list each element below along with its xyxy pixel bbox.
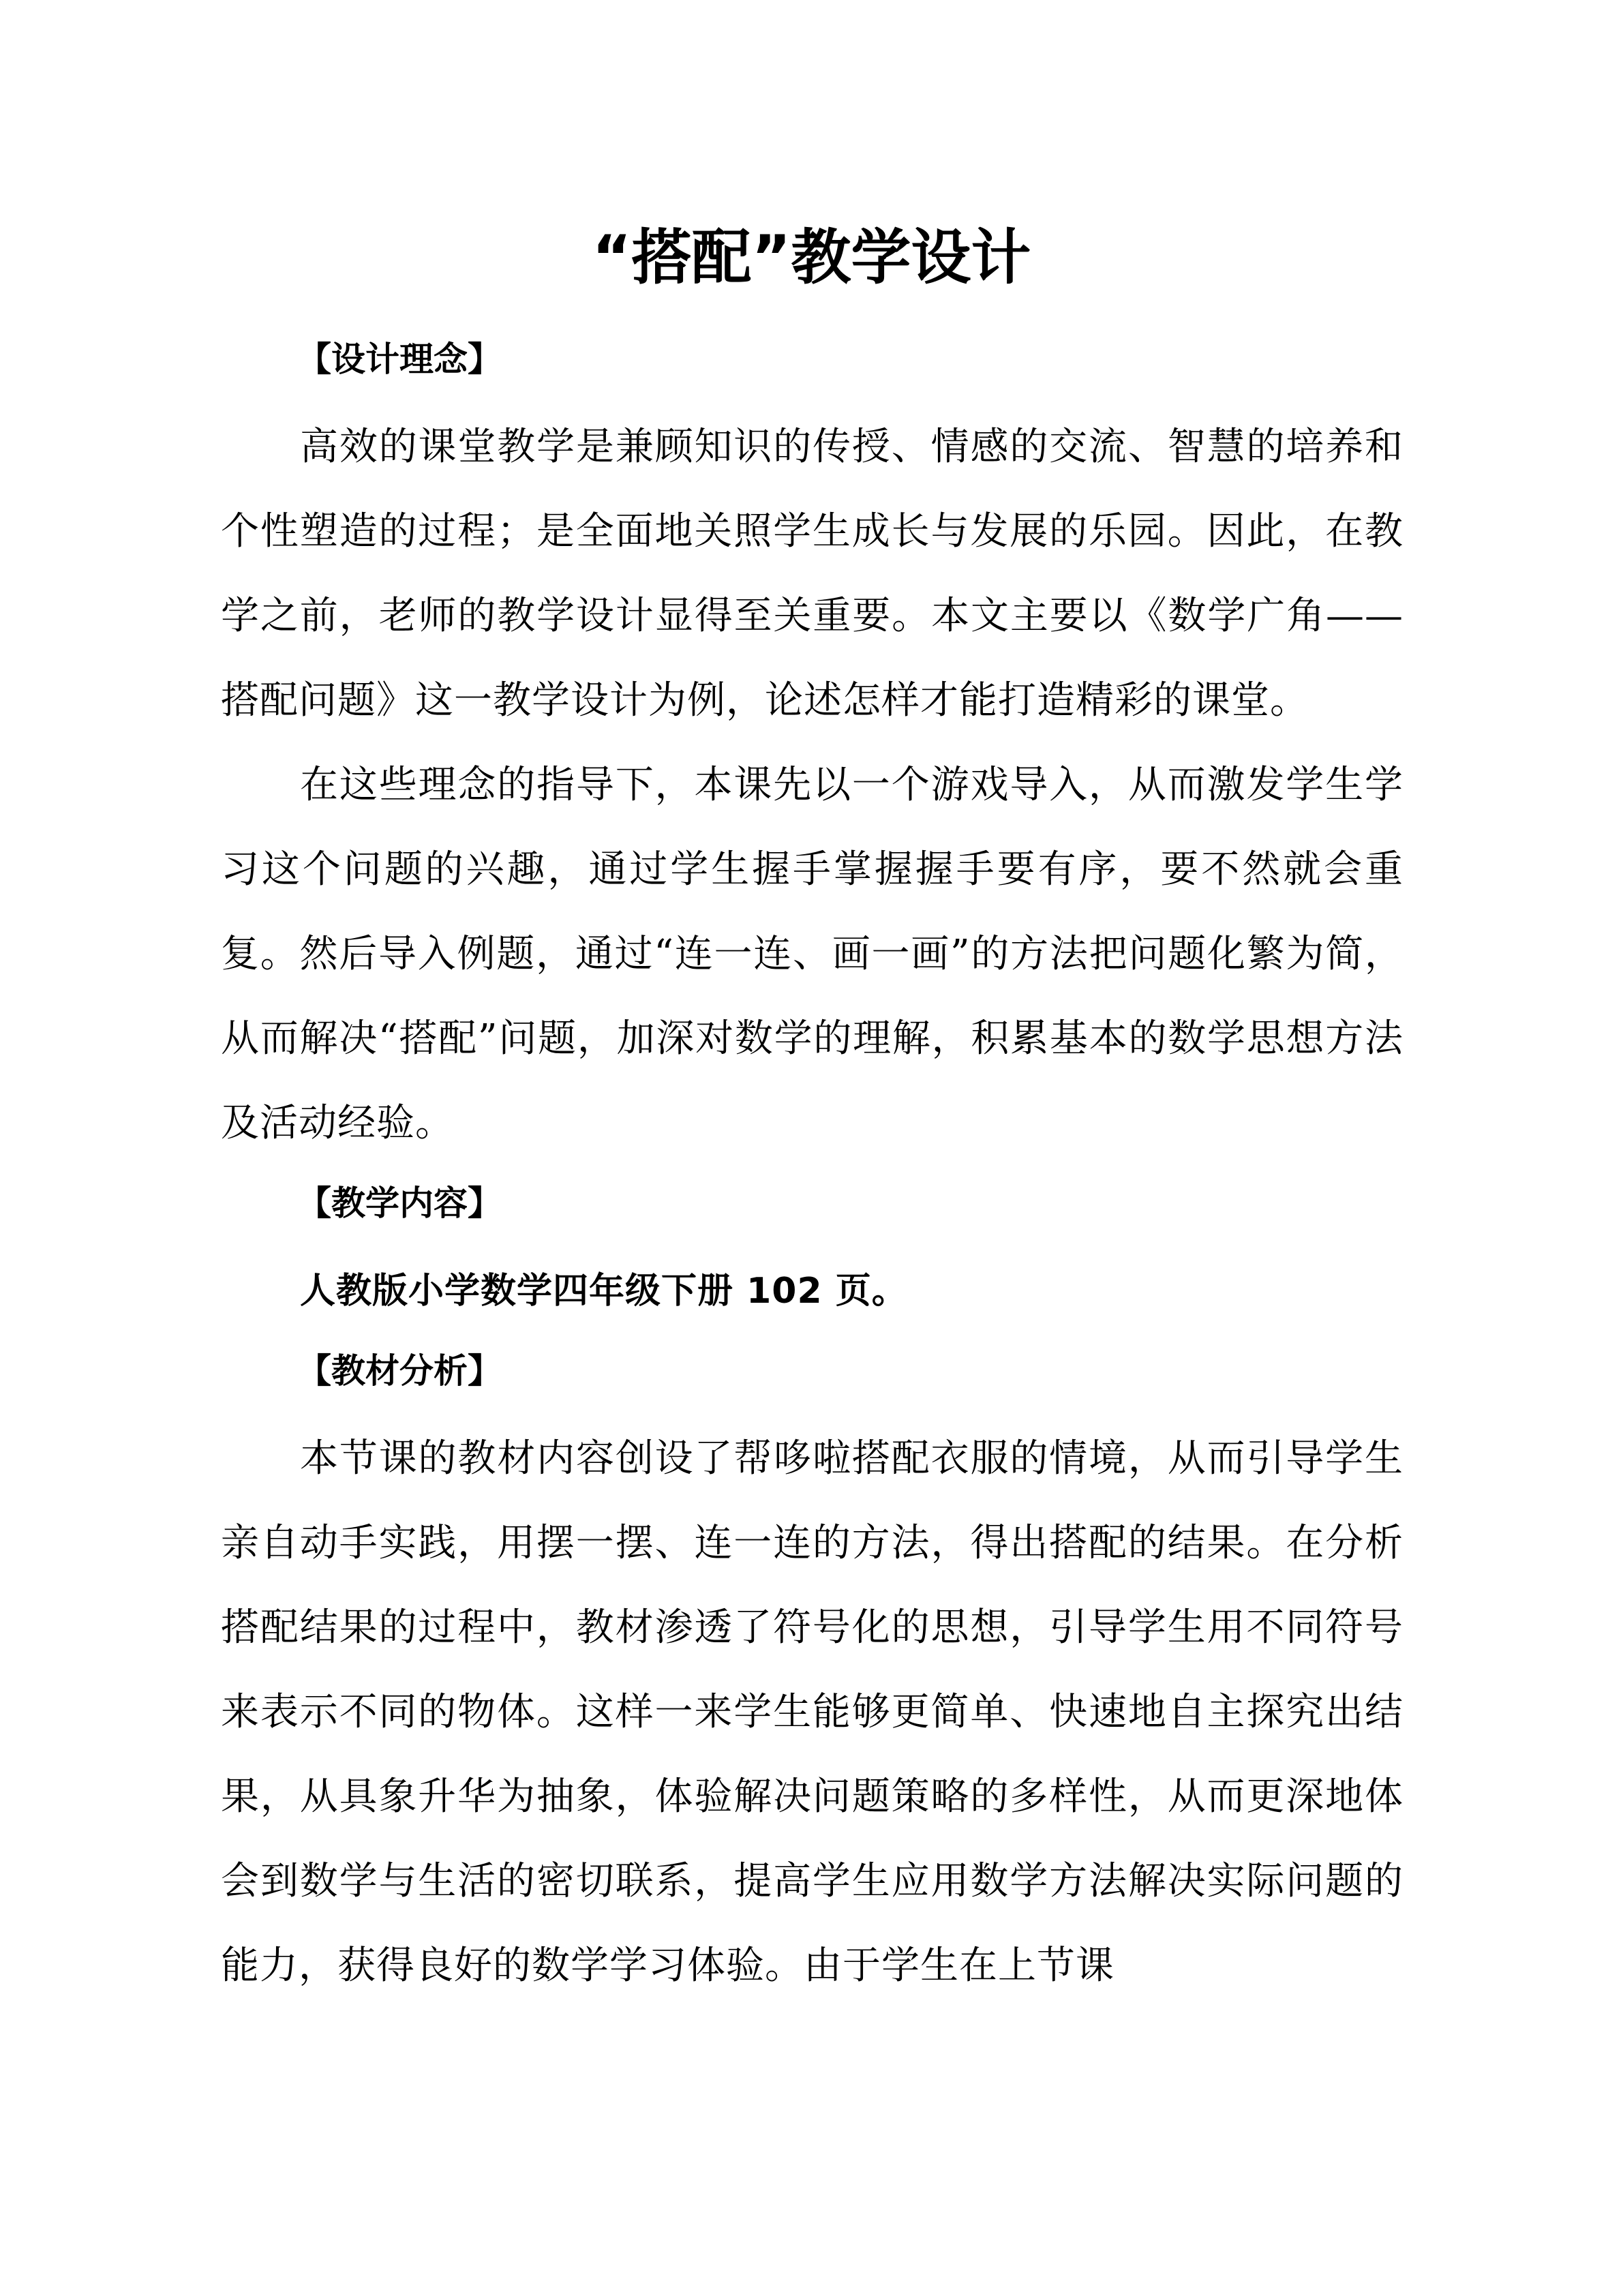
paragraph: 人教版小学数学四年级下册 102 页。 — [300, 1271, 908, 1312]
section-heading-teaching-content: 【教学内容】 — [297, 1183, 502, 1223]
section-heading-textbook-analysis: 【教材分析】 — [297, 1351, 502, 1391]
document-body — [221, 322, 1404, 2008]
document-title: “搭配”教学设计 — [592, 222, 1031, 292]
section-heading-design-concept: 【设计理念】 — [297, 339, 502, 379]
paragraph: 本节课的教材内容创设了帮哆啦搭配衣服的情境，从而引导学生亲自动手实践，用摆一摆、连一连的方法，得出搭配的结果。在分析搭配结果的过程中，教材渗透了符号化的思想，引导学生用不同符号来表示不同的物体。这样一来学生能够更简单、快速地自主探究出结果，从具象升华为抽象，体验解决问题策略的多样性，从而更深地体会到数学与生活的密切联系，提高学生应用数学方法解决实际问题的能力，获得良好的数学学习体验。由于学生在上节课 — [221, 1436, 1404, 1988]
paragraph: 在这些理念的指导下，本课先以一个游戏导入，从而激发学生学习这个问题的兴趣，通过学生握手掌握握手要有序，要不然就会重复。然后导入例题，通过“连一连、画一画”的方法把问题化繁为简，从而解决“搭配”问题，加深对数学的理解，积累基本的数学思想方法及活动经验。 — [221, 763, 1404, 1145]
paragraph: 高效的课堂教学是兼顾知识的传授、情感的交流、智慧的培养和个性塑造的过程；是全面地关照学生成长与发展的乐园。因此，在教学之前，老师的教学设计显得至关重要。本文主要以《数学广角——搭配问题》这一教学设计为例，论述怎样才能打造精彩的课堂。 — [221, 425, 1404, 723]
